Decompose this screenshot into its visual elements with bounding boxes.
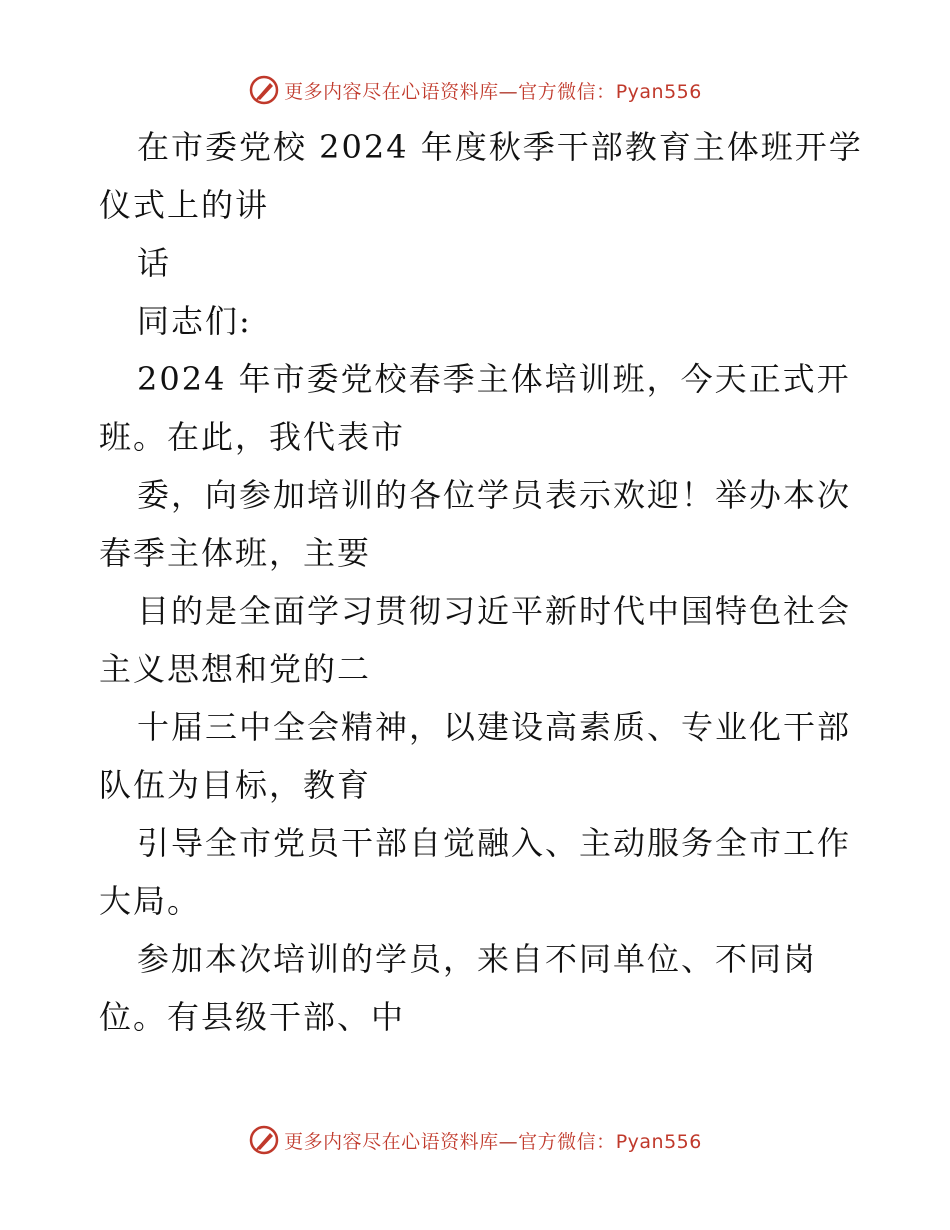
paragraph-line: 位。有县级干部、中 [99, 998, 406, 1036]
title-line-2: 仪式上的讲 [99, 186, 270, 224]
paragraph-line: 队伍为目标，教育 [99, 766, 372, 804]
title-line-3: 话 [137, 244, 172, 282]
title-line-1: 在市委党校 2024 年度秋季干部教育主体班开学 [137, 128, 863, 166]
footer-watermark [0, 1120, 950, 1160]
quill-pen-logo-icon [248, 1124, 280, 1156]
salutation: 同志们: [137, 302, 252, 340]
paragraph-line: 主义思想和党的二 [99, 650, 372, 688]
watermark-id: Pyan556 [615, 80, 702, 103]
watermark-id: Pyan556 [615, 1130, 702, 1153]
watermark-separator: — [498, 80, 519, 103]
paragraph-line: 2024 年市委党校春季主体培训班，今天正式开 [137, 360, 851, 398]
paragraph-line: 引导全市党员干部自觉融入、主动服务全市工作 [137, 824, 852, 862]
watermark-text: 更多内容尽在心语资料库 [284, 80, 499, 103]
header-watermark [0, 70, 950, 110]
watermark-label: 官方微信： [518, 80, 616, 103]
document-body [99, 118, 863, 1046]
paragraph-line: 春季主体班，主要 [99, 534, 372, 572]
paragraph-line: 参加本次培训的学员，来自不同单位、不同岗 [137, 940, 818, 978]
paragraph-line: 大局。 [99, 882, 202, 920]
paragraph-line: 委，向参加培训的各位学员表示欢迎！举办本次 [137, 476, 852, 514]
watermark-label: 官方微信： [518, 1130, 616, 1153]
paragraph-line: 十届三中全会精神，以建设高素质、专业化干部 [137, 708, 852, 746]
paragraph-line: 班。在此，我代表市 [99, 418, 406, 456]
paragraph-line: 目的是全面学习贯彻习近平新时代中国特色社会 [137, 592, 852, 630]
watermark-separator: — [498, 1130, 519, 1153]
watermark-text: 更多内容尽在心语资料库 [284, 1130, 499, 1153]
quill-pen-logo-icon [248, 74, 280, 106]
